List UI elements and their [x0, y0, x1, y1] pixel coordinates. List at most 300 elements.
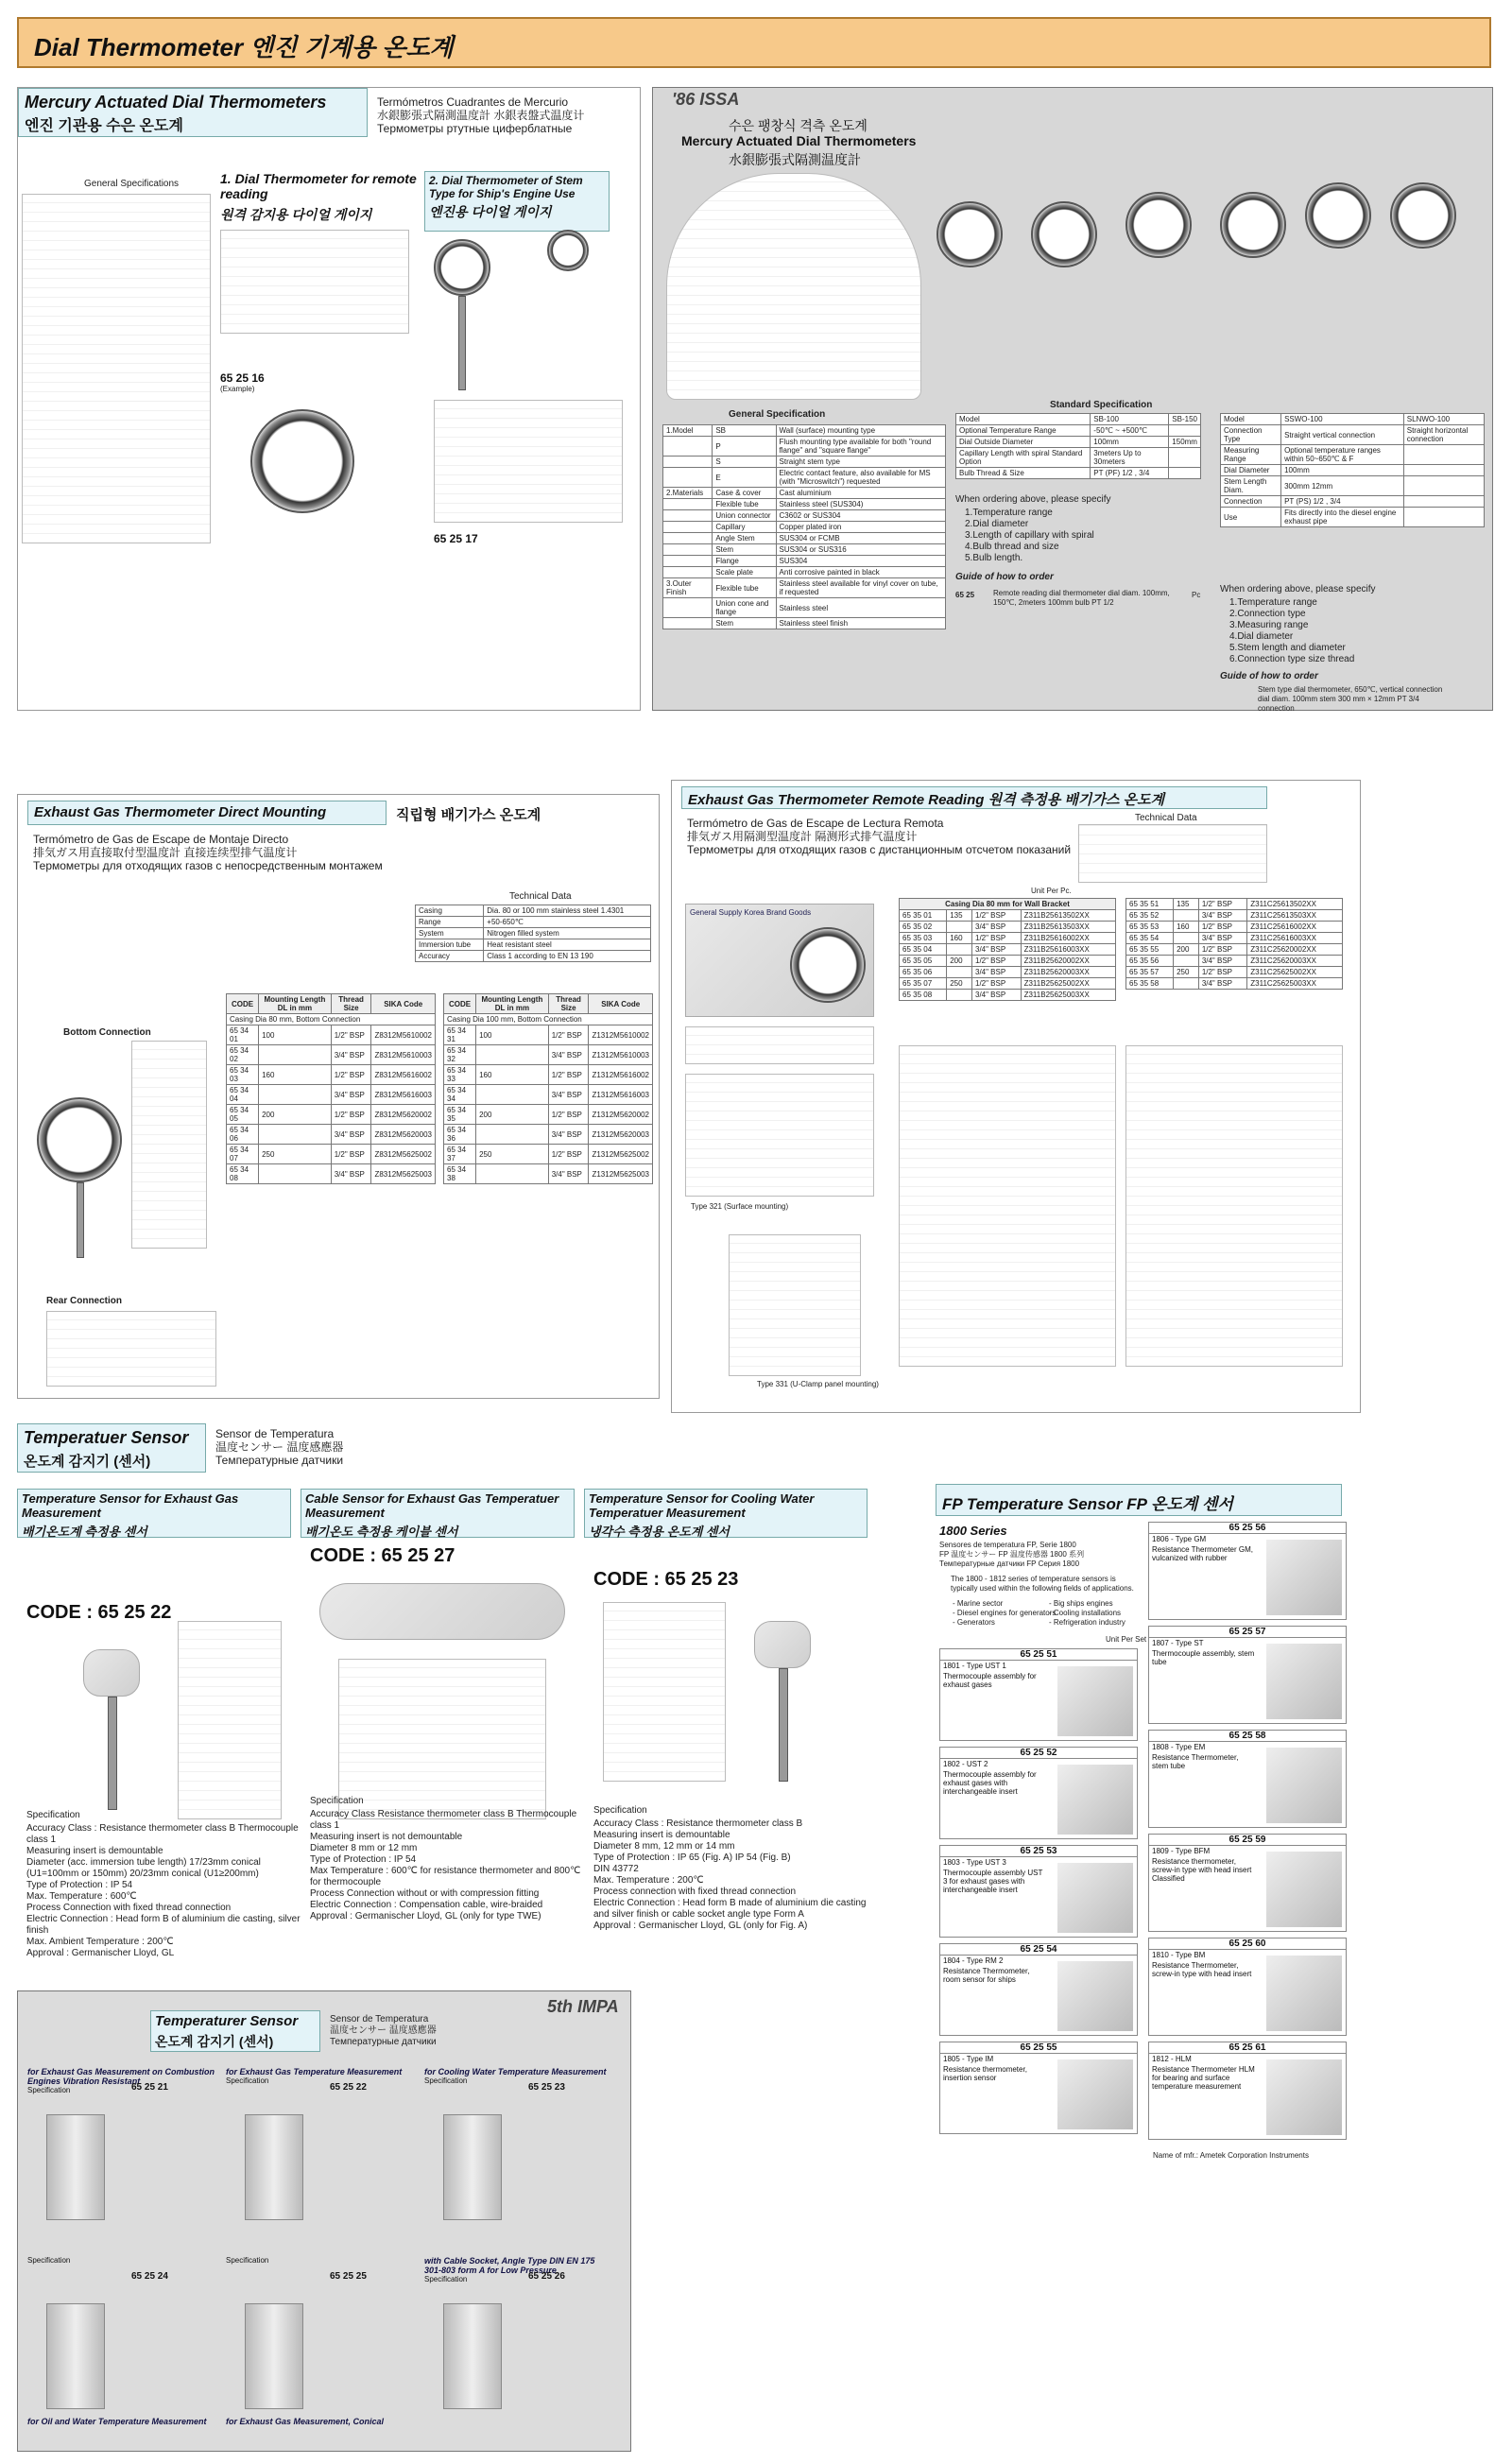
issa-order-note: When ordering above, please specify — [955, 494, 1111, 505]
table-cell: 65 35 57 — [1126, 967, 1174, 978]
table-cell — [663, 510, 713, 522]
direct-rear-label: Rear Connection — [46, 1296, 123, 1306]
order-step: 6.Connection type size thread — [1229, 654, 1355, 664]
alt-name: Температурные датчики — [330, 2037, 437, 2047]
remote-row — [900, 956, 1116, 967]
fp-item-type: 1802 - UST 2 — [943, 1760, 988, 1768]
mercury-alt-names — [377, 95, 632, 135]
table-cell: 1/2" BSP — [331, 1065, 371, 1085]
table-cell: 65 34 34 — [444, 1085, 476, 1105]
table-cell: Union cone and flange — [713, 598, 776, 618]
table-cell: 1/2" BSP — [972, 933, 1022, 944]
table-cell: Z1312M5620003 — [589, 1125, 653, 1145]
fp-item-desc: Thermocouple assembly, stem tube — [1152, 1649, 1255, 1666]
table-cell: 65 35 03 — [900, 933, 947, 944]
table-cell — [663, 468, 713, 488]
table-cell — [1403, 465, 1484, 476]
alt-name: Termómetro de Gas de Escape de Montaje Directo — [33, 833, 289, 846]
order-step: 1.Temperature range — [965, 508, 1053, 518]
issa-stem-order-guide: Guide of how to order — [1220, 671, 1318, 681]
table-cell: SUS304 — [776, 556, 945, 567]
table-cell — [476, 1125, 549, 1145]
remote-code: 65 25 16 — [220, 371, 265, 385]
direct-row — [444, 1105, 653, 1125]
fp-item-photo — [1266, 1540, 1342, 1615]
remote-head — [220, 171, 434, 222]
direct-row — [444, 1125, 653, 1145]
table-cell: 65 35 05 — [900, 956, 947, 967]
spec-line: Type of Protection : IP 54 — [26, 1880, 133, 1890]
table-cell: 200 — [476, 1105, 549, 1125]
fp-item-code: 65 25 54 — [940, 1944, 1137, 1956]
table-cell: Union connector — [713, 510, 776, 522]
stem-dial-photo — [434, 239, 490, 296]
table-cell: Flexible tube — [713, 499, 776, 510]
direct-row — [227, 1065, 436, 1085]
spec-line: Approval : Germanischer Lloyd, GL (only for type TWE) — [310, 1911, 541, 1921]
order-step: 1.Temperature range — [1229, 597, 1317, 608]
table-cell: 65 35 53 — [1126, 922, 1174, 933]
fp-unit: Unit Per Set — [1106, 1635, 1147, 1644]
table-cell: 65 34 36 — [444, 1125, 476, 1145]
fp-item-type: 1803 - Type UST 3 — [943, 1858, 1006, 1867]
issa-stem-row — [1221, 414, 1485, 425]
stem-head — [424, 171, 610, 232]
remote-row — [900, 967, 1116, 978]
table-cell: Casing Dia 100 mm, Bottom Connection — [444, 1014, 653, 1025]
order-step: 2.Connection type — [1229, 609, 1306, 619]
fp-item — [939, 2042, 1138, 2134]
sensor2-code: CODE : 65 25 27 — [310, 1545, 455, 1566]
fp-item-code: 65 25 60 — [1149, 1938, 1346, 1950]
table-cell: 1/2" BSP — [1198, 922, 1246, 933]
issa-section — [652, 87, 1493, 711]
direct-table-left — [226, 993, 436, 1184]
table-cell: -50℃ ~ +500℃ — [1091, 425, 1169, 437]
issa-stem-order-steps — [1229, 597, 1354, 665]
issa-photo-4 — [1220, 192, 1286, 258]
issa-order-guide: Guide of how to order — [955, 572, 1054, 582]
table-cell — [1169, 468, 1201, 479]
impa-cell-title: for Exhaust Gas Measurement on Combustion Engines Vibration Resistant — [27, 2067, 215, 2086]
page-banner — [17, 17, 1491, 68]
table-cell: Z8312M5616003 — [371, 1085, 436, 1105]
remote-brand-caption: General Supply Korea Brand Goods — [690, 908, 812, 917]
sensor2-cable-photo — [319, 1583, 565, 1640]
table-cell: C3602 or SUS304 — [776, 510, 945, 522]
sensor3-panel — [584, 1489, 877, 1980]
table-cell: Straight vertical connection — [1281, 425, 1404, 445]
table-cell: 3/4" BSP — [331, 1164, 371, 1184]
fp-item-photo — [1057, 2059, 1133, 2129]
fp-item-code: 65 25 52 — [940, 1748, 1137, 1759]
table-cell: Z8312M5625002 — [371, 1145, 436, 1164]
table-cell: 1/2" BSP — [548, 1105, 589, 1125]
table-header-cell: Thread Size — [548, 994, 589, 1014]
table-cell: 100mm — [1091, 437, 1169, 448]
spec-line: Accuracy Class Resistance thermometer class B Thermocouple class 1 — [310, 1809, 577, 1831]
table-cell: 250 — [1174, 967, 1199, 978]
fp-item-code: 65 25 61 — [1149, 2042, 1346, 2054]
impa-cell — [27, 2256, 216, 2436]
issa-stem-order-line: Stem type dial thermometer, 650℃, vertical connection dial diam. 100mm stem 300 mm × 12mm PT 3/4 connection — [1258, 685, 1443, 713]
spec-line: DIN 43772 — [593, 1864, 639, 1874]
table-cell: 1/2" BSP — [548, 1065, 589, 1085]
table-cell: 100 — [259, 1025, 332, 1045]
alt-name: Термометры для отходящих газов с дистанционным отсчетом показаний — [687, 843, 1072, 856]
table-cell: 3/4" BSP — [331, 1125, 371, 1145]
table-subheader — [444, 1014, 653, 1025]
fp-item-code: 65 25 57 — [1149, 1627, 1346, 1638]
table-cell: 65 35 02 — [900, 922, 947, 933]
table-cell: Z1312M5620002 — [589, 1105, 653, 1125]
spec-line: Process Connection with fixed thread connection — [26, 1903, 232, 1913]
remote-more-rows-a — [899, 1045, 1116, 1367]
table-cell: SSWO-100 — [1281, 414, 1404, 425]
issa-title-kr: 수은 팽창식 격측 온도계 — [729, 118, 868, 133]
table-cell: 65 34 31 — [444, 1025, 476, 1045]
table-cell: Casing — [416, 905, 484, 917]
impa-cell-title: with Cable Socket, Angle Type DIN EN 175 301-803 form A for Low Pressure — [424, 2256, 595, 2275]
fp-item — [939, 1747, 1138, 1839]
table-cell: Accuracy — [416, 951, 484, 962]
alt-name: 水銀膨張式隔測温度計 水銀表盤式温度计 — [377, 109, 585, 122]
table-cell: +50-650℃ — [484, 917, 651, 928]
sensor1-drawing — [178, 1621, 282, 1819]
remote-row — [900, 944, 1116, 956]
table-cell: PT (PF) 1/2 , 3/4 — [1091, 468, 1169, 479]
direct-row — [444, 1085, 653, 1105]
table-cell: 65 34 06 — [227, 1125, 259, 1145]
order-step: 2.Dial diameter — [965, 519, 1029, 529]
fp-item-type: 1812 - HLM — [1152, 2055, 1192, 2063]
table-cell: 65 34 33 — [444, 1065, 476, 1085]
spec-line: Max. Ambient Temperature : 200℃ — [26, 1937, 174, 1947]
table-cell: 65 34 35 — [444, 1105, 476, 1125]
table-cell: 3/4" BSP — [548, 1045, 589, 1065]
spec-line: Diameter 8 mm, 12 mm or 14 mm — [593, 1841, 735, 1852]
fp-apps-left — [953, 1599, 1056, 1628]
table-cell: 3/4" BSP — [548, 1125, 589, 1145]
table-cell: 1/2" BSP — [548, 1025, 589, 1045]
direct-bottom-label: Bottom Connection — [63, 1027, 151, 1038]
table-cell — [663, 544, 713, 556]
alt-name: Termómetros Cuadrantes de Mercurio — [377, 95, 569, 109]
fp-item-desc: Resistance Thermometer HLM for bearing and surface temperature measurement — [1152, 2065, 1255, 2091]
sensor3-stem — [779, 1668, 788, 1782]
issa-code: 65 25 — [955, 591, 975, 599]
remote-row — [1126, 899, 1343, 910]
remote-table-b — [1125, 898, 1343, 990]
table-cell: Flange — [713, 556, 776, 567]
mercury-title-kr: 엔진 기관용 수은 온도계 — [25, 118, 183, 134]
table-header-cell: CODE — [444, 994, 476, 1014]
table-cell: 1/2" BSP — [331, 1105, 371, 1125]
impa-cell-drawing — [46, 2114, 105, 2220]
direct-tech-table — [415, 905, 651, 962]
table-cell: 3/4" BSP — [1198, 910, 1246, 922]
table-cell — [663, 567, 713, 578]
direct-bottom-photo — [37, 1097, 122, 1182]
table-cell: SUS304 or FCMB — [776, 533, 945, 544]
fp-item-photo — [1266, 1852, 1342, 1927]
fp-item-desc: Thermocouple assembly UST 3 for exhaust gases with interchangeable insert — [943, 1869, 1043, 1894]
application-item: - Generators — [953, 1618, 995, 1627]
remote-sec-title: Exhaust Gas Thermometer Remote Reading 원격 측정용 배기가스 온도계 — [688, 792, 1164, 808]
mercury-spec-header: General Specifications — [84, 179, 180, 189]
table-cell: 1/2" BSP — [1198, 967, 1246, 978]
direct-row — [227, 1145, 436, 1164]
table-cell: 3.Outer Finish — [663, 578, 713, 598]
table-cell: 1/2" BSP — [331, 1145, 371, 1164]
table-cell: Z8312M5610002 — [371, 1025, 436, 1045]
table-cell — [663, 618, 713, 629]
table-cell: Optional Temperature Range — [956, 425, 1091, 437]
table-cell: Z1312M5610002 — [589, 1025, 653, 1045]
table-cell: Anti corrosive painted in black — [776, 567, 945, 578]
fp-intro: The 1800 - 1812 series of temperature sensors is typically used within the following fields of applications. — [951, 1575, 1134, 1593]
table-cell: Z311B25620002XX — [1021, 956, 1115, 967]
table-cell: Z311B25620003XX — [1021, 967, 1115, 978]
table-cell: 65 34 08 — [227, 1164, 259, 1184]
issa-std-row — [956, 437, 1201, 448]
table-cell: SB-100 — [1091, 414, 1169, 425]
fp-item-type: 1810 - Type BM — [1152, 1951, 1206, 1959]
table-cell — [947, 990, 972, 1001]
sensor-alt-names — [215, 1427, 343, 1467]
issa-stem-order-note: When ordering above, please specify — [1220, 584, 1376, 594]
table-cell: 3/4" BSP — [548, 1085, 589, 1105]
spec-line: Max. Temperature : 600℃ — [26, 1891, 137, 1902]
table-cell: Z8312M5616002 — [371, 1065, 436, 1085]
banner-title: Dial Thermometer 엔진 기계용 온도계 — [34, 33, 454, 61]
table-cell: 65 34 02 — [227, 1045, 259, 1065]
fp-item-type: 1805 - Type IM — [943, 2055, 994, 2063]
table-cell — [663, 457, 713, 468]
table-cell: 200 — [947, 956, 972, 967]
fp-item-code: 65 25 55 — [940, 2042, 1137, 2054]
spec-line: Electric Connection : Head form B made of aluminium die casting and silver finish or cable socket angle type Form A — [593, 1898, 867, 1920]
direct-row — [227, 1164, 436, 1184]
impa-spec-label: Specification — [424, 2076, 468, 2085]
table-cell — [259, 1125, 332, 1145]
table-cell — [476, 1164, 549, 1184]
issa-spec-row — [663, 556, 946, 567]
table-cell: 3/4" BSP — [331, 1085, 371, 1105]
table-cell: 160 — [947, 933, 972, 944]
sensor2-kr: 배기온도 측정용 케이블 센서 — [305, 1525, 458, 1539]
table-cell: 160 — [1174, 922, 1199, 933]
sensor1-spec-label: Specification — [26, 1810, 80, 1820]
impa-cell-drawing — [443, 2303, 502, 2409]
alt-name: Температурные датчики — [215, 1454, 344, 1467]
remote-row — [1126, 922, 1343, 933]
table-cell: Model — [956, 414, 1091, 425]
fp-item-type: 1804 - Type RM 2 — [943, 1956, 1004, 1965]
fp-item-code: 65 25 53 — [940, 1846, 1137, 1857]
table-header-cell: Thread Size — [331, 994, 371, 1014]
fp-item-desc: Resistance Thermometer, screw-in type with head insert — [1152, 1961, 1252, 1978]
issa-stem-row — [1221, 445, 1485, 465]
table-cell: Angle Stem — [713, 533, 776, 544]
spec-line: Max. Temperature : 200℃ — [593, 1875, 704, 1886]
sensor3-title: Temperature Sensor for Cooling Water Temperatuer Measurement — [589, 1491, 815, 1520]
table-cell: Z311C25620003XX — [1247, 956, 1343, 967]
table-cell: 65 34 07 — [227, 1145, 259, 1164]
table-cell: Z311C25616002XX — [1247, 922, 1343, 933]
issa-std-row — [956, 425, 1201, 437]
remote-row — [900, 910, 1116, 922]
fp-item-desc: Resistance thermometer, screw-in type with head insert Classified — [1152, 1857, 1252, 1883]
order-step: 4.Bulb thread and size — [965, 542, 1059, 552]
impa-bottom-title: for Exhaust Gas Measurement, Conical — [226, 2417, 385, 2426]
issa-title: Mercury Actuated Dial Thermometers — [681, 133, 917, 148]
table-cell — [1169, 448, 1201, 468]
direct-row — [227, 1025, 436, 1045]
table-cell: 150mm — [1169, 437, 1201, 448]
remote-example: (Example) — [220, 385, 255, 393]
direct-row — [227, 1125, 436, 1145]
table-cell: Connection Type — [1221, 425, 1281, 445]
fp-item — [939, 1845, 1138, 1938]
table-cell: 200 — [1174, 944, 1199, 956]
impa-bottom-title: for Oil and Water Temperature Measurement — [27, 2417, 207, 2426]
table-cell: 65 34 01 — [227, 1025, 259, 1045]
fp-item-code: 65 25 58 — [1149, 1731, 1346, 1742]
direct-section — [17, 794, 660, 1399]
application-item: - Marine sector — [953, 1599, 1004, 1608]
table-cell: SB-150 — [1169, 414, 1201, 425]
impa-cell — [226, 2067, 415, 2247]
table-cell: 250 — [259, 1145, 332, 1164]
issa-std-row — [956, 448, 1201, 468]
remote-row — [900, 922, 1116, 933]
spec-line: Process connection with fixed thread connection — [593, 1887, 797, 1897]
remote-type321-label: Type 321 (Surface mounting) — [691, 1202, 789, 1211]
remote-type331-drawing — [729, 1234, 861, 1376]
order-step: 3.Measuring range — [1229, 620, 1309, 630]
spec-line: Electric Connection : Head form B of aluminium die casting, silver finish — [26, 1914, 301, 1936]
issa-stem-row — [1221, 465, 1485, 476]
table-cell: Z8312M5610003 — [371, 1045, 436, 1065]
impa-spec-label: Specification — [27, 2086, 71, 2094]
fp-item-desc: Resistance Thermometer, stem tube — [1152, 1753, 1239, 1770]
table-cell — [1174, 933, 1199, 944]
table-cell: 3/4" BSP — [1198, 956, 1246, 967]
table-cell — [663, 522, 713, 533]
table-cell: Z311C25613502XX — [1247, 899, 1343, 910]
table-cell: 65 34 03 — [227, 1065, 259, 1085]
order-step: 4.Dial diameter — [1229, 631, 1294, 642]
table-cell — [1174, 956, 1199, 967]
direct-row — [227, 1045, 436, 1065]
table-cell: 1/2" BSP — [972, 956, 1022, 967]
direct-title: Exhaust Gas Thermometer Direct Mounting — [34, 804, 327, 820]
spec-line: Electric Connection : Compensation cable, wire-braided — [310, 1900, 543, 1910]
fp-item-desc: Resistance Thermometer, room sensor for ships — [943, 1967, 1030, 1984]
issa-spec-row — [663, 499, 946, 510]
remote-tech-table — [1078, 824, 1267, 883]
table-cell: 135 — [947, 910, 972, 922]
table-cell — [663, 533, 713, 544]
table-cell: 65 35 51 — [1126, 899, 1174, 910]
alt-name: 排気ガス用隔測型温度計 隔测形式排气温度计 — [687, 830, 918, 843]
mercury-header — [18, 88, 368, 137]
table-cell: Cast aluminium — [776, 488, 945, 499]
impa-cell-code: 65 25 24 — [131, 2271, 168, 2282]
issa-stem-row — [1221, 496, 1485, 508]
table-cell: Z8312M5620003 — [371, 1125, 436, 1145]
sensor1-code: CODE : 65 25 22 — [26, 1602, 172, 1623]
table-cell: 1/2" BSP — [1198, 944, 1246, 956]
issa-std-row — [956, 468, 1201, 479]
table-cell — [1174, 910, 1199, 922]
issa-spec-row — [663, 468, 946, 488]
fp-item — [1148, 1626, 1347, 1724]
table-cell: Range — [416, 917, 484, 928]
table-cell — [259, 1045, 332, 1065]
table-cell — [476, 1045, 549, 1065]
alt-name: Sensor de Temperatura — [215, 1427, 335, 1440]
table-cell: Z311B25616003XX — [1021, 944, 1115, 956]
direct-tech-row — [416, 905, 651, 917]
table-cell: Immersion tube — [416, 939, 484, 951]
table-cell: 1.Model — [663, 425, 713, 437]
table-cell: Z1312M5625003 — [589, 1164, 653, 1184]
fp-header — [936, 1484, 1342, 1516]
order-step: 3.Length of capillary with spiral — [965, 530, 1094, 541]
table-cell — [1403, 445, 1484, 465]
remote-title: 1. Dial Thermometer for remote reading — [220, 171, 417, 201]
table-cell: S — [713, 457, 776, 468]
direct-row — [444, 1065, 653, 1085]
impa-cell — [424, 2067, 613, 2247]
table-cell: Stainless steel available for vinyl cover on tube, if requested — [776, 578, 945, 598]
table-cell: PT (PS) 1/2 , 3/4 — [1281, 496, 1404, 508]
table-cell: SLNWO-100 — [1403, 414, 1484, 425]
spec-line: Approval : Germanischer Lloyd, GL — [26, 1948, 175, 1958]
direct-tech-row — [416, 917, 651, 928]
fp-item-type: 1801 - Type UST 1 — [943, 1662, 1006, 1670]
fp-item — [939, 1943, 1138, 2036]
stem-dial-photo-2 — [547, 230, 589, 271]
issa-spec-row — [663, 598, 946, 618]
remote-spec-table — [220, 230, 409, 334]
fp-item-photo — [1266, 1644, 1342, 1719]
remote-type331-label: Type 331 (U-Clamp panel mounting) — [757, 1380, 879, 1388]
application-item: - Refrigeration industry — [1049, 1618, 1125, 1627]
mercury-section — [17, 87, 641, 711]
remote-row — [900, 933, 1116, 944]
table-cell: 3/4" BSP — [548, 1164, 589, 1184]
issa-schematic — [666, 173, 921, 400]
application-item: - Cooling installations — [1049, 1609, 1122, 1617]
table-cell: Stainless steel (SUS304) — [776, 499, 945, 510]
fp-item-code: 65 25 56 — [1149, 1523, 1346, 1534]
table-cell: 3meters Up to 30meters — [1091, 448, 1169, 468]
table-cell — [259, 1085, 332, 1105]
table-cell: 100mm — [1281, 465, 1404, 476]
table-cell: Flexible tube — [713, 578, 776, 598]
impa-cell — [27, 2067, 216, 2247]
remote-dim-table — [685, 1026, 874, 1064]
table-cell: 65 34 37 — [444, 1145, 476, 1164]
spec-line: Diameter (acc. immersion tube length) 17/23mm conical (U1=100mm or 150mm) 20/23mm conical (U1≥200mm) — [26, 1857, 261, 1879]
issa-photo-5 — [1305, 182, 1371, 249]
order-step: 5.Bulb length. — [965, 553, 1023, 563]
table-cell: 3/4" BSP — [972, 922, 1022, 933]
spec-line: Measuring insert is demountable — [26, 1846, 163, 1856]
